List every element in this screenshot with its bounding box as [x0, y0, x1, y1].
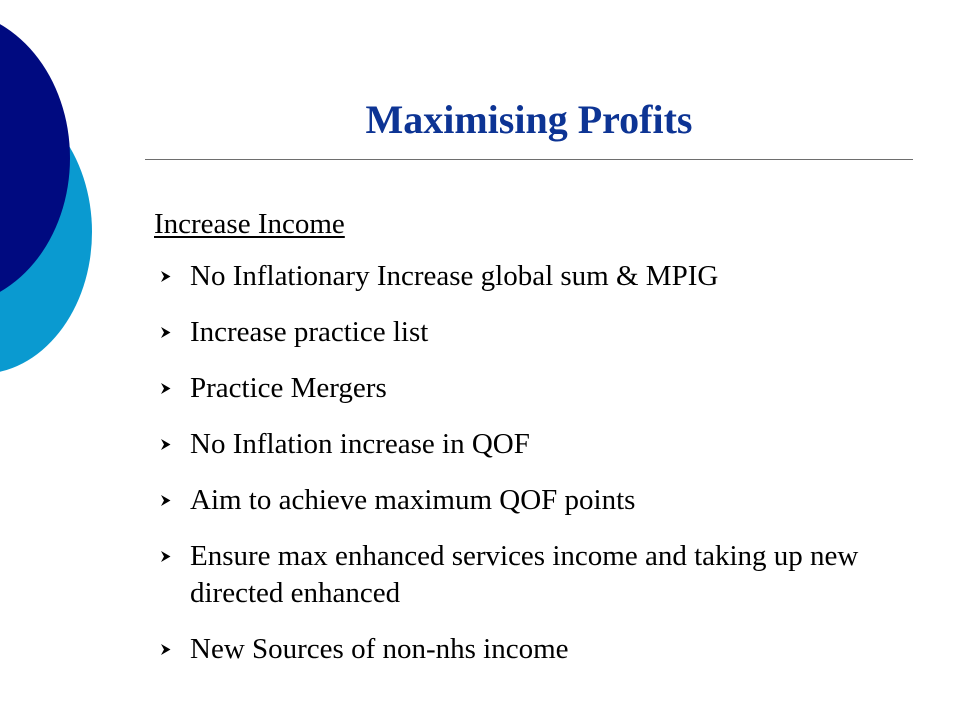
- bullet-text: Increase practice list: [190, 316, 429, 348]
- title-divider: [145, 159, 913, 160]
- list-item: [156, 314, 916, 351]
- arrowhead-icon: [160, 438, 172, 451]
- arrowhead-icon: [160, 382, 172, 395]
- bullet-text: Ensure max enhanced services income and taking up new directed enhanced: [190, 540, 859, 609]
- arrowhead-icon: [160, 494, 172, 507]
- list-item: [156, 258, 916, 295]
- list-item: [156, 538, 916, 612]
- bullet-text: No Inflationary Increase global sum & MPIG: [190, 260, 719, 292]
- bullet-text: Aim to achieve maximum QOF points: [190, 484, 636, 516]
- bullet-list: [156, 258, 916, 687]
- arrowhead-icon: [160, 643, 172, 656]
- arrowhead-icon: [160, 326, 172, 339]
- list-item: [156, 370, 916, 407]
- slide-title: Maximising Profits: [365, 97, 693, 142]
- section-subheading: Increase Income: [154, 208, 345, 240]
- list-item: [156, 631, 916, 668]
- decorative-circles: [0, 0, 100, 380]
- arrowhead-icon: [160, 270, 172, 283]
- list-item: [156, 426, 916, 463]
- bullet-text: No Inflation increase in QOF: [190, 428, 530, 460]
- bullet-text: Practice Mergers: [190, 372, 387, 404]
- bullet-text: New Sources of non-nhs income: [190, 633, 569, 665]
- list-item: [156, 482, 916, 519]
- arrowhead-icon: [160, 550, 172, 563]
